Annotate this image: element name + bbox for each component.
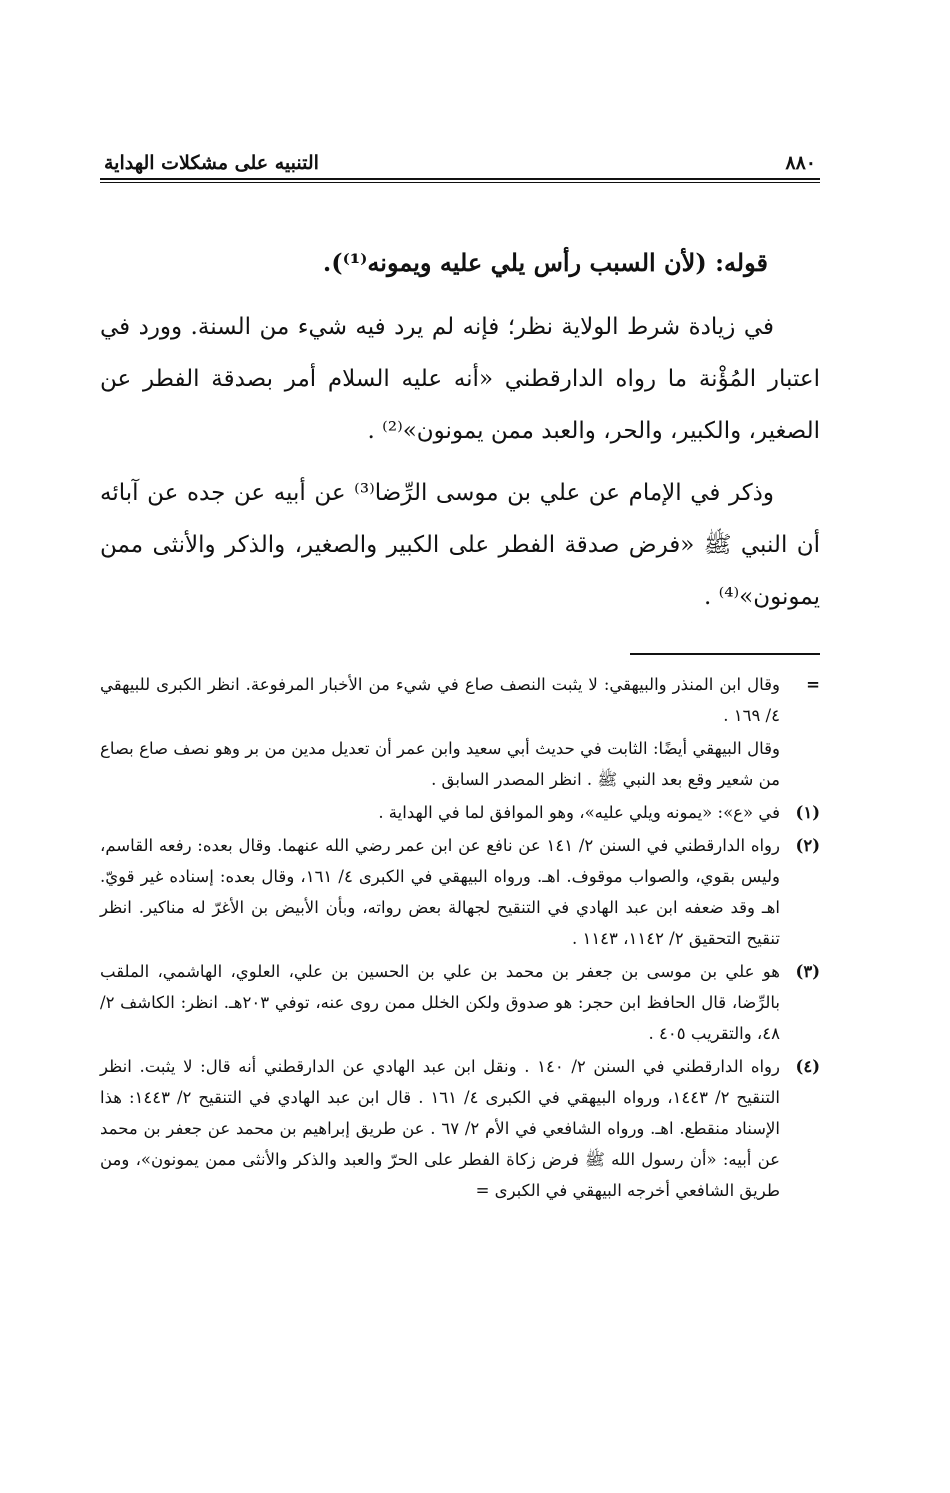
footnote-number: (٤) [795,1057,820,1076]
footnote-text: وقال ابن المنذر والبيهقي: لا يثبت النصف صاع في شيء من الأخبار المرفوعة. انظر الكبرى للبيهقي ٤/ ١٦٩ . [100,675,780,725]
running-header [100,130,820,174]
footnote-number: (١) [795,803,820,822]
page-number: ٨٨٠ [785,152,816,174]
book-page [100,130,820,1208]
book-title: التنبيه على مشكلات الهداية [104,152,319,174]
body-paragraph: وذكر في الإمام عن علي بن موسى الرِّضا⁽³⁾ عن أبيه عن جده عن آبائه أن النبي ﷺ «فرض صدقة الفطر على الكبير والصغير، والذكر والأنثى ممن يمونون»⁽⁴⁾ . [100,480,820,610]
footnote-number: (٢) [795,836,820,855]
footnotes [100,669,820,1206]
footnote-body [100,797,780,828]
footnote-body [100,669,780,795]
header-rule [100,178,820,183]
footnote-text: وقال البيهقي أيضًا: الثابت في حديث أبي سعيد وابن عمر أن تعديل مدين من بر وهو نصف صاع بصاع من شعير وقع بعد النبي ﷺ . انظر المصدر السابق . [100,739,780,789]
footnote-item [100,830,820,954]
footnote-body [100,1051,780,1206]
footnote-separator [630,653,820,655]
footnote-text: رواه الدارقطني في السنن ٢/ ١٤١ عن نافع عن ابن عمر رضي الله عنهما. وقال بعده: رفعه القاسم، وليس بقوي، والصواب موقوف. اهـ. ورواه البيهقي في الكبرى ٤/ ١٦١، وقال بعده: إسناده غير قويّ. اهـ وقد ضعفه ابن عبد الهادي في التنقيح لجهالة بعض رواته، وبأن الأبيض بن الأغرّ له مناكير. انظر تنقيح التحقيق ٢/ ١١٤٢، ١١٤٣ . [100,836,781,948]
section-heading: قوله: (لأن السبب رأس يلي عليه ويمونه⁽¹⁾). [322,248,768,277]
footnote-number: (٣) [795,962,820,981]
footnote-item [100,956,820,1049]
footnote-item [100,797,820,828]
body-paragraph: في زيادة شرط الولاية نظر؛ فإنه لم يرد فيه شيء من السنة. وورد في اعتبار المُؤْنة ما رواه الدارقطني «أنه عليه السلام أمر بصدقة الفطر عن الصغير، والكبير، والحر، والعبد ممن يمونون»⁽²⁾ . [100,314,820,444]
footnote-text: رواه الدارقطني في السنن ٢/ ١٤٠ . ونقل ابن عبد الهادي عن الدارقطني أنه قال: لا يثبت. انظر التنقيح ٢/ ١٤٤٣، ورواه البيهقي في الكبرى ٤/ ١٦١ . قال ابن عبد الهادي في التنقيح ٢/ ١٤٤٣: هذا الإسناد منقطع. اهـ. ورواه الشافعي في الأم ٢/ ٦٧ . عن طريق إبراهيم بن محمد عن جعفر بن محمد عن أبيه: «أن رسول الله ﷺ فرض زكاة الفطر على الحرّ والعبد والذكر والأنثى ممن يمونون»، ومن طريق الشافعي أخرجه البيهقي في الكبرى = [100,1057,781,1200]
footnote-text: في «ع»: «يمونه ويلي عليه»، وهو الموافق لما في الهداية . [378,803,780,822]
footnote-body [100,956,780,1049]
footnote-text: هو علي بن موسى بن جعفر بن محمد بن علي بن الحسين بن علي، العلوي، الهاشمي، الملقب بالرِّضا، قال الحافظ ابن حجر: هو صدوق ولكن الخلل ممن روى عنه، توفي ٢٠٣هـ. انظر: الكاشف ٢/ ٤٨، والتقريب ٤٠٥ . [100,962,781,1043]
footnote-continued [100,669,820,795]
footnote-item [100,1051,820,1206]
continuation-mark: = [806,675,820,694]
footnote-body [100,830,780,954]
